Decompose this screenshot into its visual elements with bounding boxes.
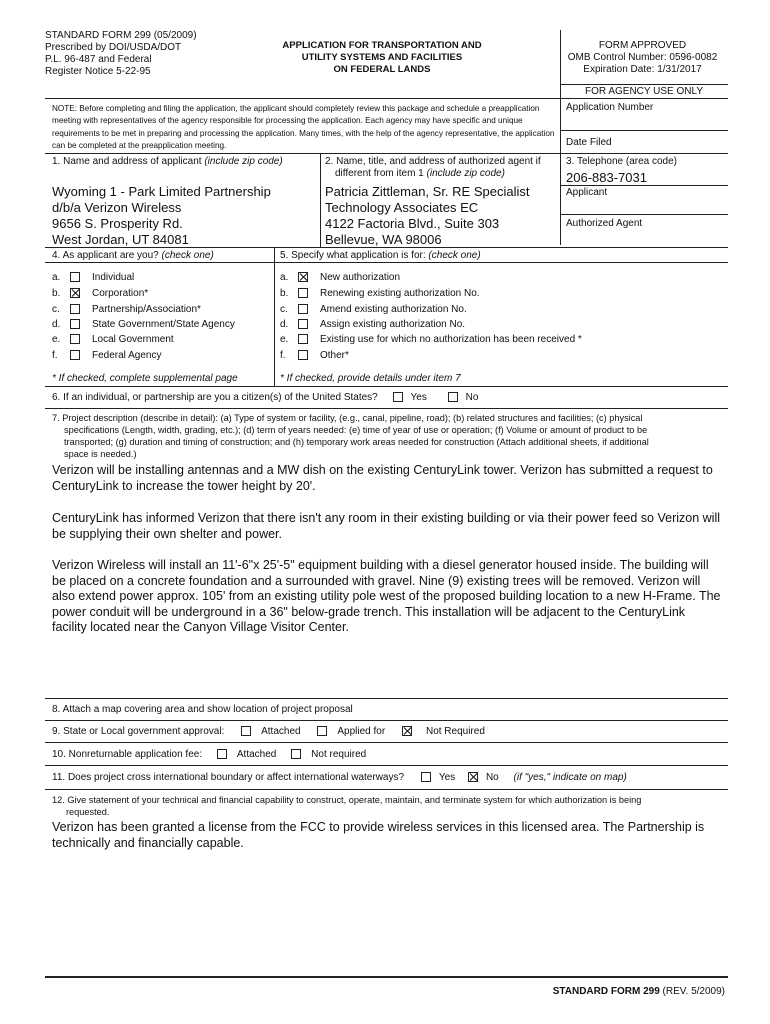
item11-note: (if "yes," indicate on map) xyxy=(513,772,627,783)
item6-label: 6. If an individual, or partnership are you a citizen(s) of the United States? xyxy=(52,392,378,403)
form-id-line: Prescribed by DOI/USDA/DOT xyxy=(45,42,182,53)
attached-label: Attached xyxy=(236,749,277,760)
application-type-option[interactable] xyxy=(280,272,400,284)
applicant-type-option[interactable] xyxy=(52,319,235,331)
citizen-yes-checkbox[interactable] xyxy=(393,392,403,402)
item9-label: 9. State or Local government approval: xyxy=(52,726,225,737)
boundary-no-checkbox[interactable] xyxy=(468,772,478,782)
option-text: Assign existing authorization No. xyxy=(320,319,466,330)
option-letter: f. xyxy=(52,350,58,361)
item5-footnote xyxy=(280,373,461,385)
item5-label xyxy=(280,250,481,262)
option-text: New authorization xyxy=(320,272,401,283)
item5-label-text: 5. Specify what application is for: xyxy=(280,250,429,261)
item7-label-line: transported; (g) duration and timing of construction; and (h) temporary work areas needed for construction (Attach additional sheets, if additional xyxy=(64,437,649,447)
divider xyxy=(45,247,728,248)
approval-applied-checkbox[interactable] xyxy=(317,726,327,736)
divider xyxy=(560,214,728,215)
checkbox[interactable] xyxy=(70,272,80,282)
checkbox[interactable] xyxy=(70,288,80,298)
note-text: NOTE: Before completing and filing the application, the applicant should completely review this package and schedule a preapplication meeting with representatives of the agency responsible for processing the application. Each agency may have specific and unique requirements to be met in preparing and processing the application. Many times, with the help of the agency representative, the application can be completed at the preapplication meeting. xyxy=(52,104,555,150)
title-line: APPLICATION FOR TRANSPORTATION AND xyxy=(282,40,482,51)
approval-line: Expiration Date: 1/31/2017 xyxy=(583,64,702,75)
option-text: Partnership/Association* xyxy=(92,304,201,315)
form-id-line: STANDARD FORM 299 (05/2009) xyxy=(45,30,197,41)
yes-label: Yes xyxy=(410,392,427,403)
capability-statement[interactable]: Verizon has been granted a license from the FCC to provide wireless services in this licensed area. The Partnership is technically and financially capable. xyxy=(52,820,705,850)
option-letter: b. xyxy=(280,288,289,299)
option-text: Corporation* xyxy=(92,288,149,299)
project-description-paragraph[interactable]: Verizon will be installing antennas and a MW dish on the existing CenturyLink tower. Verizon has submitted a request to CenturyLink to increase the tower height by 20'. xyxy=(52,463,713,493)
checkbox[interactable] xyxy=(70,350,80,360)
applicant-type-option[interactable] xyxy=(52,304,201,316)
divider xyxy=(45,698,728,699)
item8-label: 8. Attach a map covering area and show location of project proposal xyxy=(52,704,353,715)
address-line: Bellevue, WA 98006 xyxy=(325,232,442,247)
item4-label-italic: (check one) xyxy=(161,250,214,261)
item1-label-italic: (include zip code) xyxy=(204,156,283,167)
divider xyxy=(45,765,728,766)
footer-form-bold: STANDARD FORM 299 xyxy=(552,986,660,997)
item5-footnote-text: * If checked, provide details under item 7 xyxy=(280,373,461,384)
option-letter: c. xyxy=(280,304,288,315)
divider xyxy=(45,789,728,790)
no-label: No xyxy=(465,392,479,403)
not-required-label: Not Required xyxy=(425,726,485,737)
application-number-label: Application Number xyxy=(566,102,654,113)
form-approval xyxy=(560,40,725,76)
application-type-option[interactable] xyxy=(280,350,349,362)
application-type-option[interactable] xyxy=(280,334,582,346)
checkbox[interactable] xyxy=(298,334,308,344)
divider xyxy=(45,720,728,721)
option-text: Other* xyxy=(320,350,349,361)
applicant-address[interactable] xyxy=(52,184,317,248)
item5-label-italic: (check one) xyxy=(428,250,481,261)
form-id-line: P.L. 96-487 and Federal xyxy=(45,54,152,65)
item12-label-line: requested. xyxy=(66,807,110,817)
checkbox[interactable] xyxy=(70,319,80,329)
checkbox[interactable] xyxy=(70,334,80,344)
applicant-type-option[interactable] xyxy=(52,272,134,284)
item10-label: 10. Nonreturnable application fee: xyxy=(52,749,203,760)
approval-line: OMB Control Number: 0596-0082 xyxy=(567,52,718,63)
not-required-label: Not required xyxy=(311,749,367,760)
address-line: Technology Associates EC xyxy=(325,200,479,215)
checkbox[interactable] xyxy=(70,304,80,314)
item2-label-text: different from item 1 xyxy=(335,168,427,179)
approval-attached-checkbox[interactable] xyxy=(241,726,251,736)
citizen-no-checkbox[interactable] xyxy=(448,392,458,402)
option-text: Amend existing authorization No. xyxy=(320,304,467,315)
application-type-option[interactable] xyxy=(280,319,465,331)
title-line: ON FEDERAL LANDS xyxy=(333,64,431,75)
checkbox[interactable] xyxy=(298,304,308,314)
option-letter: a. xyxy=(280,272,289,283)
title-line: UTILITY SYSTEMS AND FACILITIES xyxy=(301,52,463,63)
applicant-type-option[interactable] xyxy=(52,334,174,346)
item1-label-text: 1. Name and address of applicant xyxy=(52,156,205,167)
address-line: d/b/a Verizon Wireless xyxy=(52,200,182,215)
item2-label-italic: (include zip code) xyxy=(426,168,505,179)
item7-label-line: space is needed.) xyxy=(64,449,137,459)
item4-footnote xyxy=(52,373,238,385)
item2-label-line2 xyxy=(325,168,557,180)
divider xyxy=(45,153,728,154)
address-line: Patricia Zittleman, Sr. RE Specialist xyxy=(325,184,530,199)
divider xyxy=(560,130,728,131)
item11-label: 11. Does project cross international boundary or affect international waterways? xyxy=(52,772,405,783)
option-letter: e. xyxy=(280,334,289,345)
checkbox[interactable] xyxy=(298,350,308,360)
item2-label xyxy=(325,156,557,180)
checkbox[interactable] xyxy=(298,319,308,329)
option-letter: d. xyxy=(280,319,289,330)
fee-not-required-checkbox[interactable] xyxy=(291,749,301,759)
fee-attached-checkbox[interactable] xyxy=(217,749,227,759)
divider xyxy=(274,247,275,387)
agency-heading: FOR AGENCY USE ONLY xyxy=(585,86,703,97)
application-type-option[interactable] xyxy=(280,304,467,316)
address-line: 4122 Factoria Blvd., Suite 303 xyxy=(325,216,500,231)
authorized-agent-label: Authorized Agent xyxy=(566,218,643,229)
yes-label: Yes xyxy=(438,772,456,783)
form-title xyxy=(262,40,502,76)
option-letter: d. xyxy=(52,319,61,330)
item2-label-line1: 2. Name, title, and address of authorized agent if xyxy=(325,156,541,167)
option-text: Local Government xyxy=(92,334,174,345)
item10-row xyxy=(52,749,366,761)
item7-label-line: 7. Project description (describe in detail): (a) Type of system or facility, (e.g., canal, pipeline, road); (b) related structures and facilities; (c) physical xyxy=(52,413,643,423)
divider xyxy=(45,742,728,743)
approval-line: FORM APPROVED xyxy=(598,40,687,51)
applicant-label: Applicant xyxy=(566,187,608,198)
checkbox[interactable] xyxy=(298,272,308,282)
item12-label xyxy=(52,794,727,818)
item9-row xyxy=(52,726,485,738)
item12-label-line: 12. Give statement of your technical and financial capability to construct, operate, maintain, and terminate system for which authorization is being xyxy=(52,795,642,805)
divider xyxy=(560,30,561,245)
date-filed-label: Date Filed xyxy=(566,137,612,148)
item7-label-line: specifications (Length, width, grading, etc.); (d) term of years needed: (e) time of year of use or operation; (f) Volume or amount of product to be xyxy=(64,425,648,435)
approval-not-required-checkbox[interactable] xyxy=(402,726,412,736)
no-label: No xyxy=(485,772,499,783)
address-line: 9656 S. Prosperity Rd. xyxy=(52,216,183,231)
divider xyxy=(45,262,728,263)
footer-rule xyxy=(45,976,728,978)
applicant-type-option[interactable] xyxy=(52,350,162,362)
divider xyxy=(560,84,728,85)
option-text: Federal Agency xyxy=(92,350,162,361)
project-description-paragraph[interactable]: Verizon Wireless will install an 11'-6"x 25'-5" equipment building with a diesel generator housed inside. The building will be placed on a concrete foundation and a surrounded with gravel. Nine (9) existing trees will be removed. Verizon will also extend power approx. 105' from an existing utility pole west of the proposed building location to a new H-Frame. The power conduit will be underground in a 36" below-grade trench. This installation will be adjacent to the CenturyLink facility located near the Canyon Village Visitor Center. xyxy=(52,558,721,634)
footer-form-label xyxy=(480,986,725,997)
item3-label: 3. Telephone (area code) xyxy=(566,156,678,167)
item4-label-text: 4. As applicant are you? xyxy=(52,250,162,261)
item4-footnote-text: * If checked, complete supplemental page xyxy=(52,373,238,384)
option-text: Existing use for which no authorization has been received * xyxy=(320,334,582,345)
option-letter: b. xyxy=(52,288,61,299)
checkbox[interactable] xyxy=(298,288,308,298)
address-line: West Jordan, UT 84081 xyxy=(52,232,189,247)
form-id-line: Register Notice 5-22-95 xyxy=(45,66,151,77)
option-text: Individual xyxy=(92,272,135,283)
option-letter: a. xyxy=(52,272,61,283)
footer-rev: (REV. 5/2009) xyxy=(659,986,725,997)
divider xyxy=(560,185,728,186)
item1-label xyxy=(52,156,283,168)
option-letter: e. xyxy=(52,334,61,345)
item7-label xyxy=(52,412,727,460)
item11-row xyxy=(52,772,627,784)
divider xyxy=(45,408,728,409)
item6-row xyxy=(52,392,478,404)
option-letter: c. xyxy=(52,304,60,315)
telephone-value[interactable]: 206-883-7031 xyxy=(566,170,647,185)
attached-label: Attached xyxy=(261,726,301,737)
item4-label xyxy=(52,250,214,262)
option-text: State Government/State Agency xyxy=(92,319,235,330)
boundary-yes-checkbox[interactable] xyxy=(421,772,431,782)
applied-label: Applied for xyxy=(337,726,386,737)
applicant-type-option[interactable] xyxy=(52,288,148,300)
form-identifier xyxy=(45,30,265,78)
option-text: Renewing existing authorization No. xyxy=(320,288,480,299)
project-description-paragraph[interactable]: CenturyLink has informed Verizon that there isn't any room in their existing building or via their power feed so Verizon will be supplying their own shelter and power. xyxy=(52,511,721,541)
divider xyxy=(320,153,321,248)
agent-address[interactable] xyxy=(325,184,557,248)
address-line: Wyoming 1 - Park Limited Partnership xyxy=(52,184,271,199)
application-type-option[interactable] xyxy=(280,288,480,300)
divider xyxy=(45,386,728,387)
divider xyxy=(45,98,728,99)
option-letter: f. xyxy=(280,350,286,361)
